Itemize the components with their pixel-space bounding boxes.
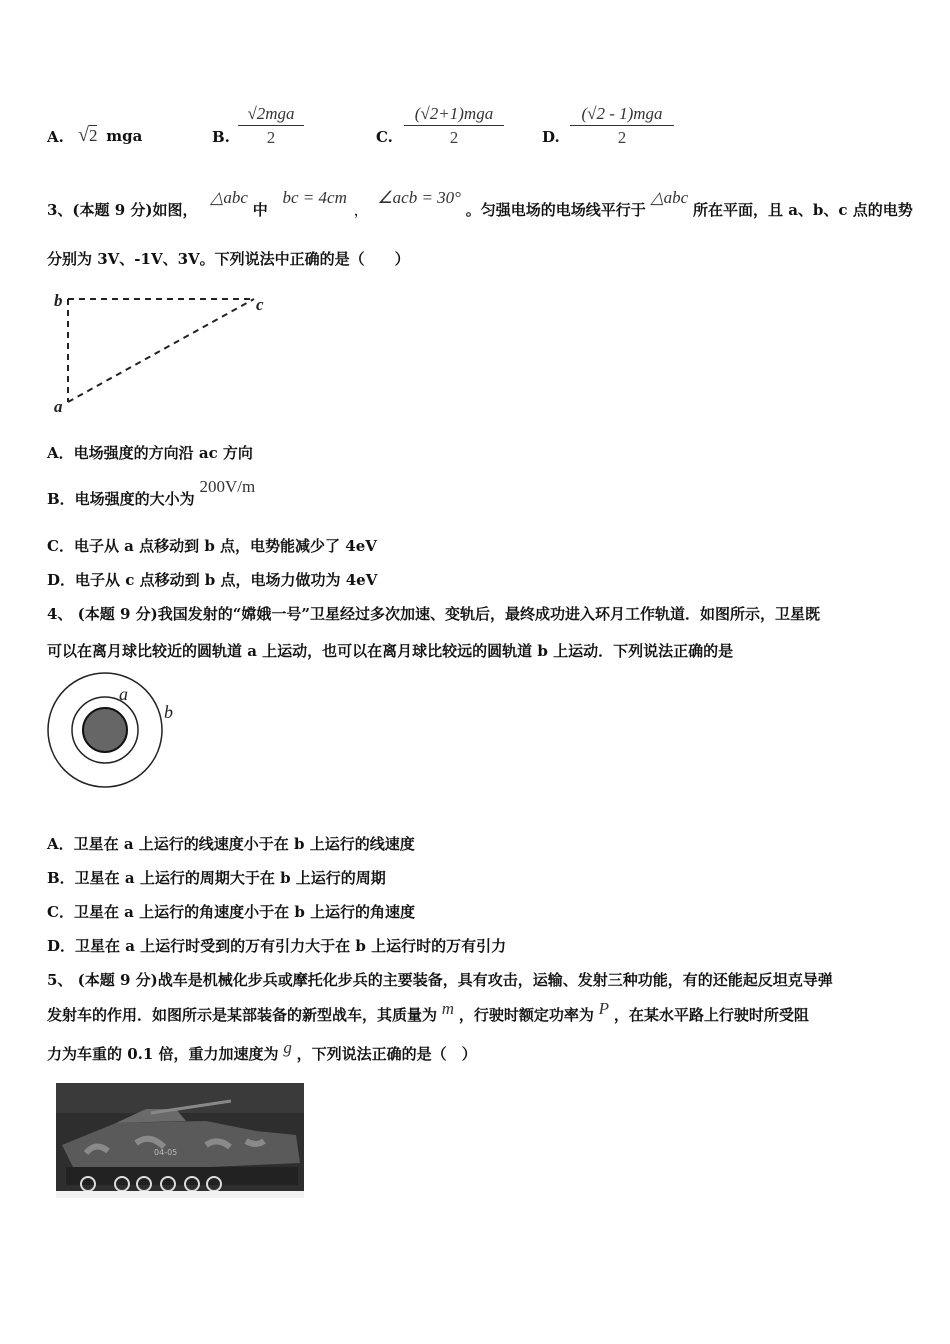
q4-option-c: C．卫星在 a 上运行的角速度小于在 b 上运行的角速度 [47,903,416,921]
q3-triangle-figure [46,286,286,416]
option-a-expression: √2 mga [78,124,143,146]
q4-orbit-figure [44,670,194,795]
q4-option-a: A．卫星在 a 上运行的线速度小于在 b 上运行的线速度 [47,835,415,853]
option-a-label: A. [47,128,64,146]
q5-stem-line2: 发射车的作用．如图所示是某部装备的新型战车，其质量为 m ，行驶时额定功率为 P ，在某水平路上行驶时所受阻 [47,999,809,1024]
q3-stem-line2: 分别为 3V、-1V、3V。下列说法中正确的是（ ） [47,250,410,268]
q5-stem-line1: 5、 (本题 9 分)战车是机械化步兵或摩托化步兵的主要装备，具有攻击，运输、发射三种功能，有的还能起反坦克导弹 [47,971,833,989]
option-d-fraction: (√2 - 1)mga 2 [570,104,674,148]
option-c-fraction: (√2+1)mga 2 [404,104,504,148]
q3-option-a: A．电场强度的方向沿 ac 方向 [47,444,253,462]
q4-option-d: D．卫星在 a 上运行时受到的万有引力大于在 b 上运行时的万有引力 [47,937,507,955]
option-d-label: D. [542,128,560,146]
q5-stem-line3: 力为车重的 0.1 倍，重力加速度为 g ，下列说法正确的是（ ） [47,1038,477,1063]
tank-marking: 04-05 [154,1148,178,1157]
q3-label-c: c [256,295,264,314]
option-b-fraction: √2mga 2 [238,104,304,148]
q4-label-a: a [119,684,128,704]
q5-tank-photo [56,1083,304,1198]
q3-stem-line1: 3、(本题 9 分)如图， △abc 中 bc = 4cm ， ∠acb = 30° 。匀强电场的电场线平行于 △abc 所在平面，且 a、b、c 点的电势 [47,188,913,219]
q4-option-b: B．卫星在 a 上运行的周期大于在 b 上运行的周期 [47,869,386,887]
q4-stem-line2: 可以在离月球比较近的圆轨道 a 上运动，也可以在离月球比较远的圆轨道 b 上运动．下列说法正确的是 [47,642,734,660]
q4-label-b: b [164,702,173,722]
q4-stem-line1: 4、 (本题 9 分)我国发射的“嫦娥一号”卫星经过多次加速、变轨后，最终成功进入环月工作轨道．如图所示，卫星既 [47,605,820,623]
option-c-label: C. [376,128,393,146]
q3-label-b: b [54,291,63,310]
q3-label-a: a [54,397,63,416]
q3-option-c: C．电子从 a 点移动到 b 点，电势能减少了 4eV [47,537,377,555]
option-b-label: B. [212,128,230,146]
q3-option-d: D．电子从 c 点移动到 b 点，电场力做功为 4eV [47,571,378,589]
q3-option-b: B．电场强度的大小为 200V/m [47,477,256,508]
